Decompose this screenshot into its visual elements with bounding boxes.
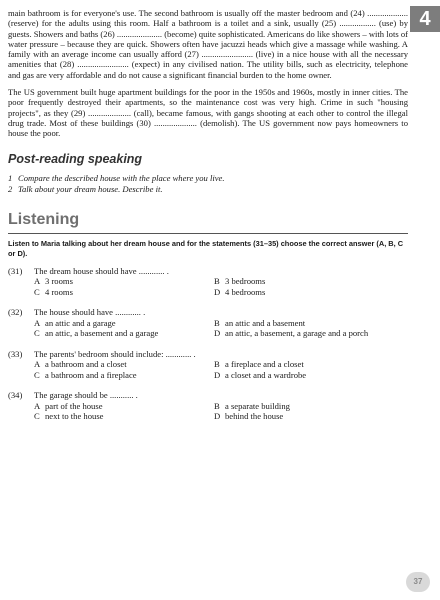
option-text: an attic and a basement bbox=[225, 317, 306, 328]
option-d bbox=[214, 370, 424, 381]
question-31 bbox=[8, 266, 408, 298]
option-d bbox=[214, 328, 424, 339]
option-letter: D bbox=[214, 328, 221, 339]
option-letter: C bbox=[34, 369, 40, 380]
option-text: an attic and a garage bbox=[45, 317, 116, 328]
option-text: 4 bedrooms bbox=[225, 286, 266, 297]
option-c bbox=[34, 328, 214, 339]
option-letter: A bbox=[34, 359, 41, 370]
task-item bbox=[8, 173, 408, 184]
page-number-badge: 37 bbox=[406, 572, 430, 592]
option-text: a bathroom and a closet bbox=[45, 359, 127, 370]
reading-paragraph-1: main bathroom is for everyone's use. The second bathroom is usually off the master bedroom and (24) ................... (reserve) for the adults using this room. Half a bathroom is a toilet and a sink, usually (25) ................. (use) by guests. Showers and baths (26) ..................... (become) quite sophisticated. Americans do like showers – with lots of water pressure – because they are quick. Showers often have jacuzzi heads which give a massage while washing. A family with an average income can usually afford (27) ........................ (live) in a nice house with all the necessary amenities that (28) ........................ (expect) in any civilised nation. The utility bills, such as electricity, telephone and gas are very affordable and do not cause a significant financial burden to the home owner. bbox=[8, 8, 408, 80]
option-letter: C bbox=[34, 286, 40, 297]
question-number: (34) bbox=[8, 390, 23, 401]
question-stem: The house should have ............ . bbox=[34, 307, 146, 318]
page-content bbox=[8, 8, 408, 422]
option-a bbox=[34, 318, 214, 329]
option-letter: D bbox=[214, 369, 221, 380]
question-stem: The parents' bedroom should include: ............ . bbox=[34, 348, 196, 359]
question-number: (32) bbox=[8, 307, 23, 318]
option-letter: A bbox=[34, 317, 41, 328]
option-letter: A bbox=[34, 276, 41, 287]
question-stem: The garage should be ........... . bbox=[34, 390, 138, 401]
option-b bbox=[214, 401, 424, 412]
option-letter: D bbox=[214, 286, 221, 297]
question-list bbox=[8, 266, 408, 422]
option-text: 4 rooms bbox=[45, 286, 73, 297]
option-text: behind the house bbox=[225, 411, 284, 422]
option-letter: B bbox=[214, 276, 220, 287]
task-item bbox=[8, 184, 408, 195]
option-text: a separate building bbox=[225, 400, 290, 411]
option-c bbox=[34, 287, 214, 298]
option-a bbox=[34, 276, 214, 287]
option-d bbox=[214, 287, 424, 298]
option-letter: D bbox=[214, 411, 221, 422]
section-divider bbox=[8, 233, 408, 234]
option-text: a closet and a wardrobe bbox=[225, 369, 307, 380]
option-letter: C bbox=[34, 328, 40, 339]
option-b bbox=[214, 318, 424, 329]
option-a bbox=[34, 401, 214, 412]
question-33 bbox=[8, 349, 408, 381]
chapter-number-tab: 4 bbox=[410, 6, 440, 32]
option-c bbox=[34, 370, 214, 381]
option-letter: B bbox=[214, 359, 220, 370]
option-a bbox=[34, 359, 214, 370]
question-number: (31) bbox=[8, 265, 23, 276]
option-text: an attic, a basement, a garage and a porch bbox=[225, 328, 369, 339]
question-number: (33) bbox=[8, 348, 23, 359]
listening-title: Listening bbox=[8, 210, 80, 228]
option-text: 3 rooms bbox=[45, 276, 73, 287]
task-text: Compare the described house with the place where you live. bbox=[18, 172, 225, 183]
task-number: 1 bbox=[8, 172, 13, 183]
option-text: a bathroom and a fireplace bbox=[45, 369, 137, 380]
option-b bbox=[214, 276, 424, 287]
listening-instruction: Listen to Maria talking about her dream house and for the statements (31–35) choose the correct answer (A, B, C or D). bbox=[8, 238, 404, 258]
option-letter: B bbox=[214, 400, 220, 411]
option-b bbox=[214, 359, 424, 370]
question-34 bbox=[8, 390, 408, 422]
question-32 bbox=[8, 307, 408, 339]
post-reading-title: Post-reading speaking bbox=[8, 151, 143, 166]
option-text: next to the house bbox=[45, 411, 104, 422]
option-c bbox=[34, 411, 214, 422]
option-text: part of the house bbox=[45, 400, 103, 411]
option-letter: A bbox=[34, 400, 41, 411]
post-reading-tasks bbox=[8, 173, 408, 195]
option-text: an attic, a basement and a garage bbox=[45, 328, 159, 339]
option-letter: B bbox=[214, 317, 220, 328]
task-number: 2 bbox=[8, 183, 13, 194]
option-d bbox=[214, 411, 424, 422]
option-text: a fireplace and a closet bbox=[225, 359, 304, 370]
question-stem: The dream house should have ............ . bbox=[34, 265, 169, 276]
option-text: 3 bedrooms bbox=[225, 276, 266, 287]
reading-paragraph-2: The US government built huge apartment buildings for the poor in the 1950s and 1960s, mostly in inner cities. The poor frequently destroyed their apartments, so the maintenance cost was very high. Crime in such "housing projects", as they (29) .................... (call), became famous, with gangs shooting at each other to control the illegal drug trade. Most of these buildings (30) .................... (demolish). The US government now pays homeowners to house the poor. bbox=[8, 87, 408, 139]
task-text: Talk about your dream house. Describe it. bbox=[18, 183, 163, 194]
option-letter: C bbox=[34, 411, 40, 422]
